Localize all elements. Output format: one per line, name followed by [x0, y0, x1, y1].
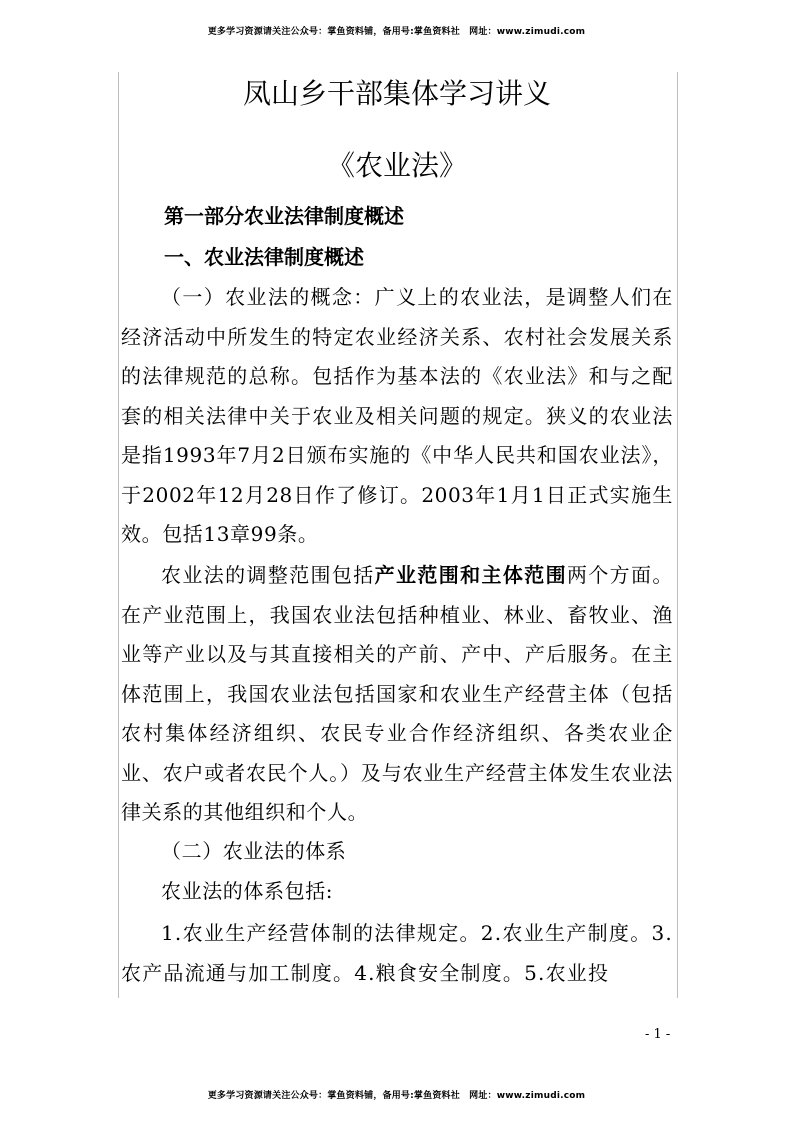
- paragraph-system-items: 1.农业生产经营体制的法律规定。2.农业生产制度。3.农产品流通与加工制度。4.粮食安全制度。5.农业投: [121, 921, 673, 985]
- scope-text-before: 农业法的调整范围包括: [161, 563, 375, 587]
- scope-text-bold: 产业范围和主体范围: [374, 563, 567, 587]
- part-heading: 第一部分农业法律制度概述: [164, 204, 404, 228]
- page-number: - 1 -: [645, 1027, 671, 1042]
- header-banner: 更多学习资源请关注公众号：掌鱼资料铺，备用号:掌鱼资料社 网址：www.zimudi.com: [207, 27, 586, 37]
- document-title: 凤山乡干部集体学习讲义: [242, 77, 551, 110]
- paragraph-concept: （一）农业法的概念：广义上的农业法，是调整人们在经济活动中所发生的特定农业经济关系、农村社会发展关系的法律规范的总称。包括作为基本法的《农业法》和与之配套的相关法律中关于农业及相关问题的规定。狭义的农业法是指1993年7月2日颁布实施的《中华人民共和国农业法》，于2002年12月28日作了修订。2003年1月1日正式实施生效。包括13章99条。: [121, 285, 673, 546]
- paragraph-scope: [121, 556, 673, 833]
- document-subtitle: 《农业法》: [326, 149, 467, 182]
- footer-banner: 更多学习资源请关注公众号：掌鱼资料铺，备用号:掌鱼资料社 网址：www.zimudi.com: [207, 1091, 586, 1101]
- section-heading: 一、农业法律制度概述: [164, 245, 364, 269]
- subsection-heading: （二）农业法的体系: [161, 839, 347, 863]
- scope-text-after: 两个方面。在产业范围上，我国农业法包括种植业、林业、畜牧业、渔业等产业以及与其直接相关的产前、产中、产后服务。在主体范围上，我国农业法包括国家和农业生产经营主体（包括农村集体经济组织、农民专业合作经济组织、各类农业企业、农户或者农民个人。）及与农业生产经营主体发生农业法律关系的其他组织和个人。: [121, 563, 674, 824]
- system-intro: 农业法的体系包括:: [161, 879, 334, 903]
